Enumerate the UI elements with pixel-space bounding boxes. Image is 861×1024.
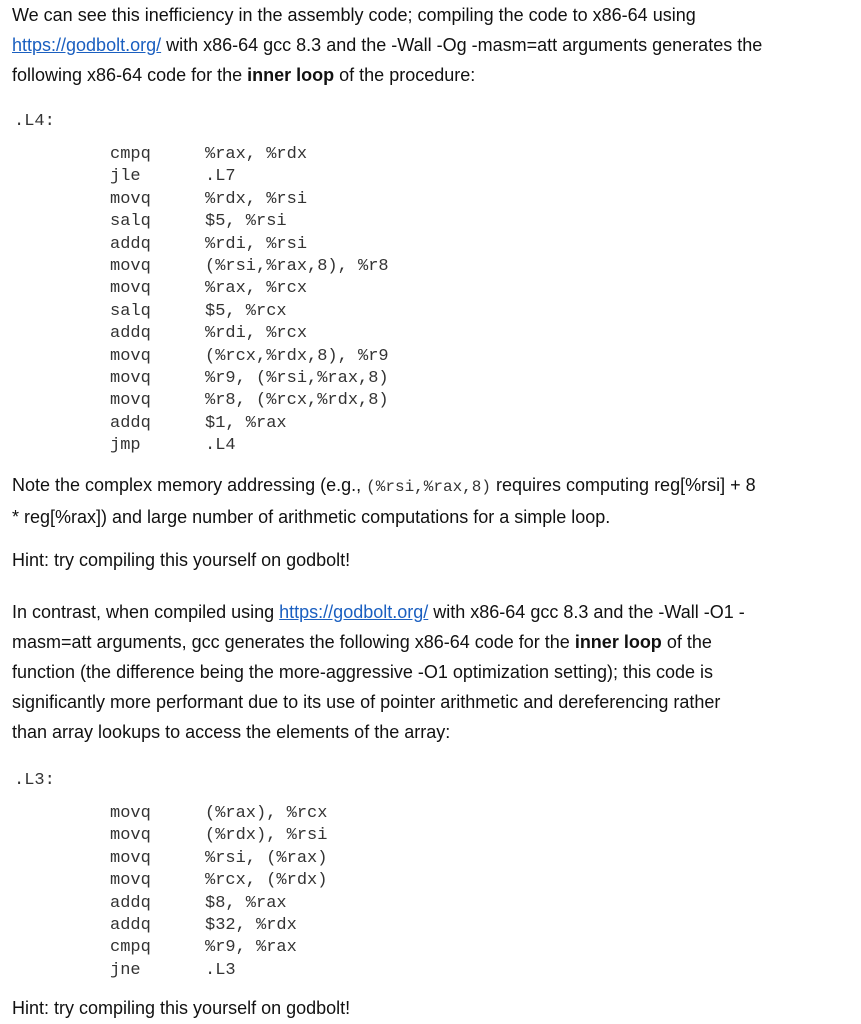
instruction-opcode: movq — [110, 804, 151, 823]
note-text-1: Note the complex memory addressing (e.g., — [12, 475, 367, 495]
instruction-opcode: addq — [110, 413, 151, 433]
instruction-opcode: salq — [110, 301, 151, 321]
instruction-opcode: movq — [110, 871, 151, 891]
intro-paragraph — [12, 0, 852, 90]
instruction-operands: $5, %rsi — [205, 212, 287, 232]
instruction-opcode: cmpq — [110, 145, 151, 164]
l4-code-line — [14, 256, 389, 278]
hint-1: Hint: try compiling this yourself on godbolt! — [12, 550, 351, 570]
instruction-operands: %rdi, %rcx — [205, 324, 308, 344]
l4-code-line — [14, 234, 389, 256]
instruction-operands: $1, %rax — [205, 413, 287, 433]
instruction-opcode: cmpq — [110, 938, 151, 958]
contrast-text-7: than array lookups to access the elements of the array: — [12, 722, 451, 742]
instruction-opcode: movq — [110, 848, 151, 868]
instruction-operands: %r9, %rax — [205, 938, 297, 958]
instruction-opcode: movq — [110, 256, 151, 276]
instruction-opcode: addq — [110, 893, 151, 913]
instruction-operands: %rcx, (%rdx) — [205, 871, 328, 891]
contrast-text-5: function (the difference being the more-aggressive -O1 optimization setting); this code is — [12, 662, 714, 682]
l4-code-line — [14, 435, 389, 457]
instruction-opcode: jle — [110, 167, 141, 187]
l4-code-line — [14, 166, 389, 188]
l4-code-line — [14, 368, 389, 390]
godbolt-link-1[interactable]: https://godbolt.org/ — [12, 35, 162, 55]
code-label-l4: .L4: — [14, 112, 55, 131]
l4-code-line — [14, 390, 389, 412]
instruction-operands: (%rsi,%rax,8), %r8 — [205, 256, 389, 276]
instruction-operands: $8, %rax — [205, 893, 287, 913]
note-text-3: * reg[%rax]) and large number of arithmetic computations for a simple loop. — [12, 507, 611, 527]
instruction-operands: (%rdx), %rsi — [205, 826, 328, 846]
l3-code-line — [14, 893, 327, 915]
godbolt-link-2[interactable]: https://godbolt.org/ — [279, 602, 429, 622]
l3-code-line — [14, 937, 327, 959]
code-lines-l4 — [14, 144, 389, 457]
instruction-operands: %r9, (%rsi,%rax,8) — [205, 368, 389, 388]
contrast-text-6: significantly more performant due to its use of pointer arithmetic and dereferencing rather — [12, 692, 721, 712]
intro-text-3: following x86-64 code for the — [12, 65, 248, 85]
instruction-opcode: addq — [110, 234, 151, 254]
instruction-operands: %rdx, %rsi — [205, 189, 308, 209]
note-paragraph — [12, 470, 852, 532]
l3-code-line — [14, 915, 327, 937]
instruction-operands: $32, %rdx — [205, 915, 297, 935]
instruction-operands: %r8, (%rcx,%rdx,8) — [205, 391, 389, 411]
code-block-l3 — [14, 770, 327, 982]
l3-code-line — [14, 825, 327, 847]
note-text-2: requires computing reg[%rsi] + 8 — [490, 475, 756, 495]
instruction-opcode: movq — [110, 368, 151, 388]
instruction-opcode: movq — [110, 391, 151, 411]
instruction-opcode: addq — [110, 915, 151, 935]
l3-code-line — [14, 960, 327, 982]
instruction-operands: %rax, %rcx — [205, 279, 308, 299]
instruction-operands: $5, %rcx — [205, 301, 287, 321]
l3-code-line — [14, 870, 327, 892]
instruction-opcode: jmp — [110, 436, 141, 456]
inner-loop-bold-2: inner loop — [574, 632, 662, 652]
instruction-operands: (%rcx,%rdx,8), %r9 — [205, 346, 389, 366]
instruction-opcode: salq — [110, 212, 151, 232]
note-code: (%rsi,%rax,8) — [366, 478, 491, 496]
instruction-operands: %rsi, (%rax) — [205, 848, 328, 868]
l4-code-line — [14, 301, 389, 323]
instruction-operands: .L4 — [205, 436, 236, 456]
code-block-l4 — [14, 111, 389, 457]
l4-code-line — [14, 413, 389, 435]
contrast-text-4: of the — [661, 632, 712, 652]
contrast-text-2: with x86-64 gcc 8.3 and the -Wall -O1 - — [428, 602, 745, 622]
intro-text-1: We can see this inefficiency in the assembly code; compiling the code to x86-64 using — [12, 5, 696, 25]
instruction-opcode: jne — [110, 960, 141, 980]
instruction-opcode: movq — [110, 189, 151, 209]
l4-code-line — [14, 144, 389, 166]
hint-2: Hint: try compiling this yourself on godbolt! — [12, 998, 351, 1018]
code-label-l3: .L3: — [14, 771, 55, 790]
inner-loop-bold-1: inner loop — [247, 65, 335, 85]
l4-code-line — [14, 189, 389, 211]
l4-code-line — [14, 211, 389, 233]
contrast-paragraph — [12, 597, 852, 747]
l3-code-line — [14, 803, 327, 825]
instruction-operands: .L3 — [205, 960, 236, 980]
instruction-opcode: movq — [110, 826, 151, 846]
intro-text-2: with x86-64 gcc 8.3 and the -Wall -Og -masm=att arguments generates the — [161, 35, 763, 55]
instruction-operands: %rax, %rdx — [205, 145, 308, 164]
l3-code-line — [14, 848, 327, 870]
l4-code-line — [14, 346, 389, 368]
instruction-operands: .L7 — [205, 167, 236, 187]
instruction-opcode: movq — [110, 279, 151, 299]
instruction-operands: %rdi, %rsi — [205, 234, 308, 254]
instruction-opcode: addq — [110, 324, 151, 344]
intro-text-4: of the procedure: — [334, 65, 476, 85]
l4-code-line — [14, 323, 389, 345]
contrast-text-3: masm=att arguments, gcc generates the following x86-64 code for the — [12, 632, 575, 652]
code-lines-l3 — [14, 803, 327, 982]
contrast-text-1: In contrast, when compiled using — [12, 602, 280, 622]
instruction-operands: (%rax), %rcx — [205, 804, 328, 823]
l4-code-line — [14, 278, 389, 300]
instruction-opcode: movq — [110, 346, 151, 366]
